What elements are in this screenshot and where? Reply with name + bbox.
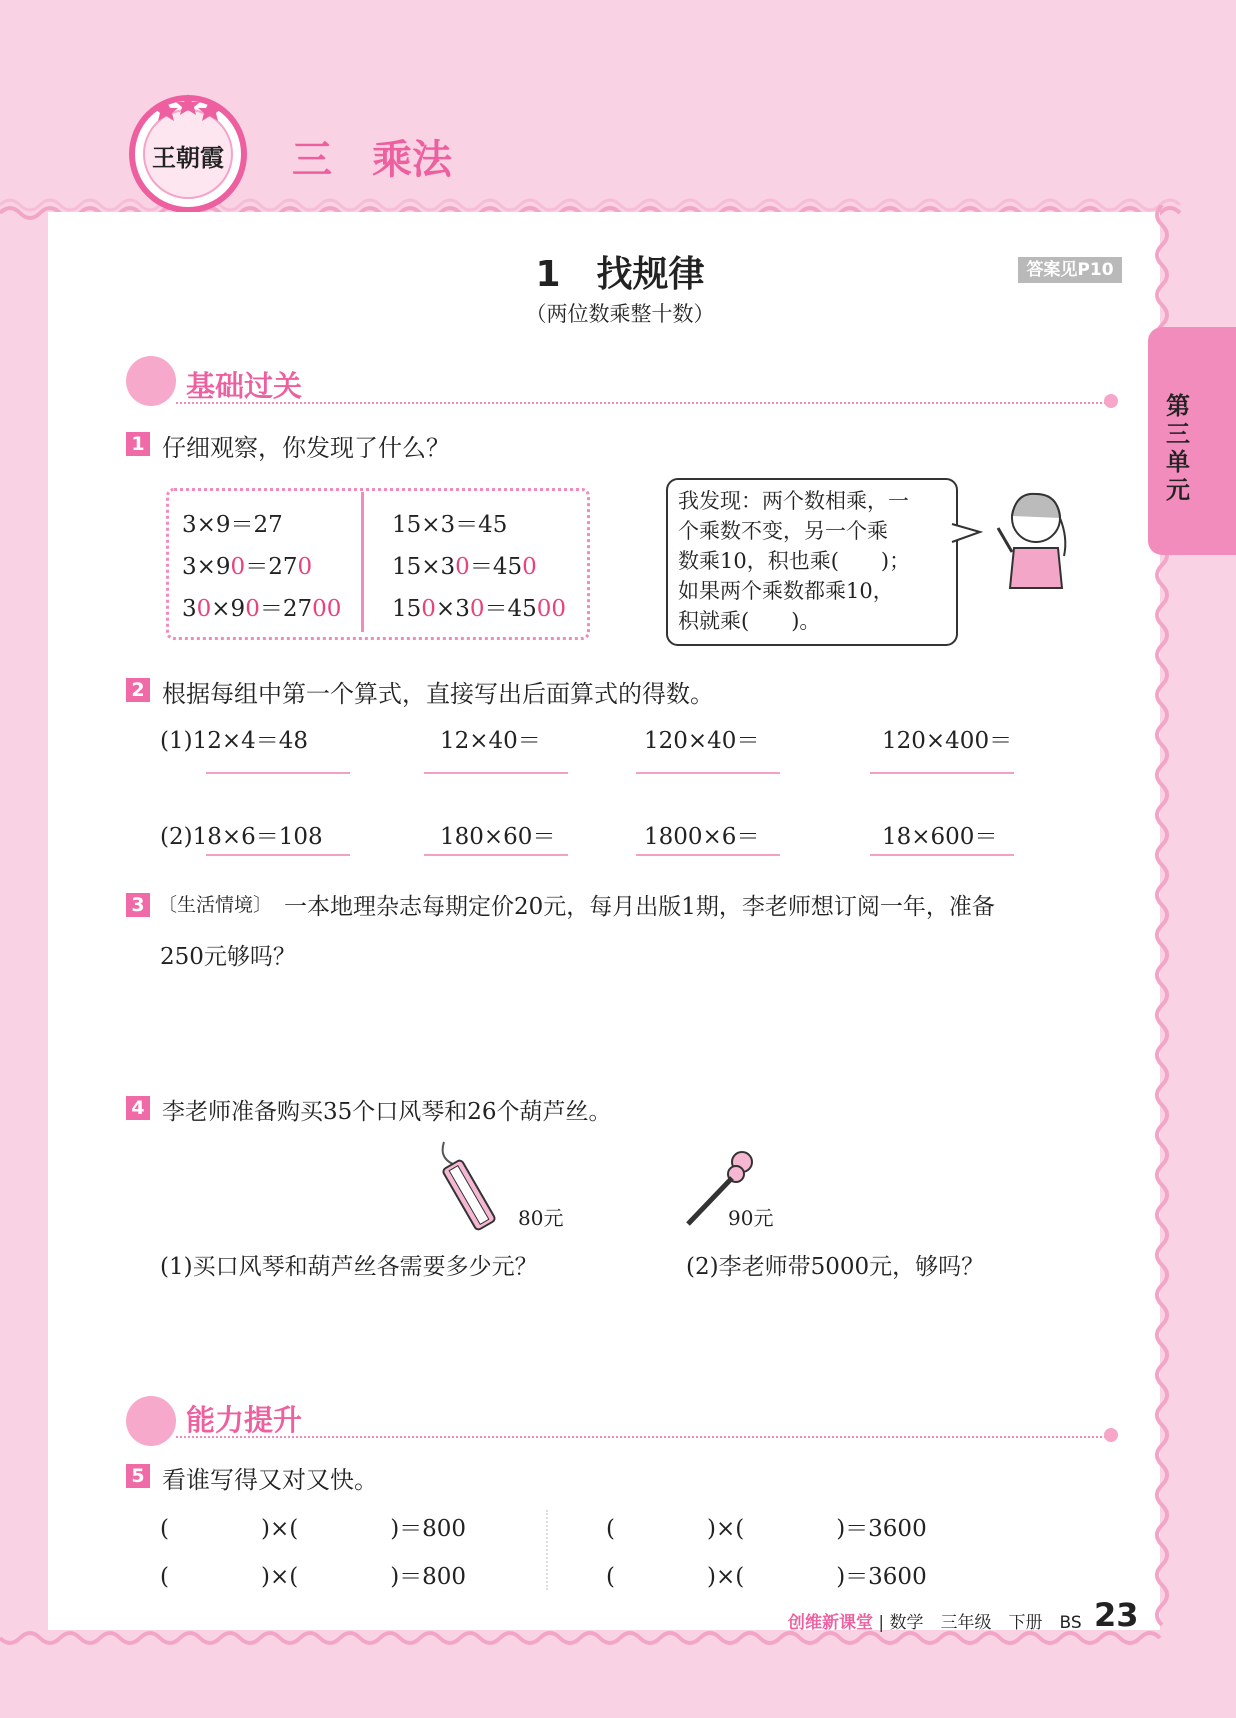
- bubble-line: 个乘数不变，另一个乘: [678, 519, 888, 543]
- footer-series: 创维新课堂: [788, 1613, 873, 1633]
- q2-problem: 120×40＝: [644, 728, 760, 754]
- melodica-price: 80元: [518, 1206, 564, 1230]
- q5-blank-equation[interactable]: ( )×( )＝3600: [606, 1516, 927, 1542]
- q3-text-line2: 250元够吗？: [160, 944, 296, 970]
- answer-line[interactable]: [870, 764, 1014, 774]
- q1-eq-1b: 3×90＝270: [182, 554, 313, 580]
- unit-title: 三 乘法: [292, 137, 452, 183]
- context-tag: 〔生活情境〕: [158, 894, 273, 916]
- divider-dot-icon: [1104, 1428, 1118, 1442]
- q2-given: (2)18×6＝108: [160, 824, 323, 850]
- answer-area[interactable]: [160, 980, 1120, 1060]
- lesson-title: 1 找规律: [535, 254, 705, 295]
- equation-box-divider: [361, 492, 364, 632]
- question-number: 5: [126, 1464, 150, 1488]
- q1-eq-1c: 30×90＝2700: [182, 596, 342, 622]
- q1-eq-2c: 150×30＝4500: [392, 596, 567, 622]
- page-number: 23: [1094, 1596, 1139, 1634]
- answer-line[interactable]: [636, 764, 780, 774]
- speech-bubble-tail-icon: [950, 520, 984, 550]
- answer-area[interactable]: [160, 1290, 640, 1380]
- bubble-line: 积就乘( )。: [678, 609, 821, 633]
- answer-line[interactable]: [636, 846, 780, 856]
- hulusi-price: 90元: [728, 1206, 774, 1230]
- q3-text-line1: 一本地理杂志每期定价20元，每月出版1期，李老师想订阅一年，准备: [284, 894, 995, 920]
- q2-problem: 12×40＝: [440, 728, 541, 754]
- q4-sub-question-2: (2)李老师带5000元，够吗？: [686, 1254, 985, 1280]
- melodica-icon: [428, 1140, 508, 1232]
- question-prompt: 李老师准备购买35个口风琴和26个葫芦丝。: [162, 1099, 612, 1125]
- section-title-advanced: 能力提升: [186, 1403, 303, 1437]
- q5-blank-equation[interactable]: ( )×( )＝800: [160, 1564, 467, 1590]
- q2-problem: 180×60＝: [440, 824, 556, 850]
- footer-volume: 下册: [1008, 1613, 1043, 1633]
- q2-problem: 1800×6＝: [644, 824, 760, 850]
- q2-given: (1)12×4＝48: [160, 728, 309, 754]
- question-number: 1: [126, 432, 150, 456]
- question-prompt: 根据每组中第一个算式，直接写出后面算式的得数。: [162, 680, 714, 708]
- section-divider: [176, 402, 1106, 404]
- q5-blank-equation[interactable]: ( )×( )＝800: [160, 1516, 467, 1542]
- girl-character-icon: [992, 488, 1072, 608]
- brand-logo: [128, 92, 248, 212]
- question-number: 3: [126, 893, 150, 917]
- answer-line[interactable]: [206, 846, 350, 856]
- q2-problem: 120×400＝: [882, 728, 1013, 754]
- q5-blank-equation[interactable]: ( )×( )＝3600: [606, 1564, 927, 1590]
- answer-ref-badge[interactable]: 答案见P10: [1018, 257, 1122, 283]
- answer-area[interactable]: [686, 1290, 1116, 1380]
- q5-column-divider: [546, 1510, 548, 1590]
- q4-sub-question-1: (1)买口风琴和葫芦丝各需要多少元？: [160, 1254, 538, 1280]
- footer-edition: BS: [1059, 1613, 1082, 1633]
- divider-dot-icon: [1104, 394, 1118, 408]
- bubble-line: 数乘10，积也乘( )；: [678, 549, 911, 573]
- speech-bubble-text: [678, 486, 948, 636]
- answer-line[interactable]: [206, 764, 350, 774]
- q1-eq-2a: 15×3＝45: [392, 512, 508, 538]
- unit-side-tab-label: 第三单元: [1166, 392, 1190, 504]
- question-prompt: 仔细观察，你发现了什么？: [162, 434, 450, 462]
- lesson-subtitle: （两位数乘整十数）: [525, 302, 715, 326]
- footer-subject: 数学: [889, 1613, 924, 1633]
- q2-problem: 18×600＝: [882, 824, 998, 850]
- bubble-line: 如果两个乘数都乘10，: [678, 579, 894, 603]
- question-prompt: 看谁写得又对又快。: [162, 1466, 378, 1494]
- q1-eq-1a: 3×9＝27: [182, 512, 283, 538]
- section-title-basic: 基础过关: [186, 369, 303, 403]
- q1-eq-2b: 15×30＝450: [392, 554, 537, 580]
- question-number: 2: [126, 678, 150, 702]
- logo-text: 王朝霞: [152, 144, 224, 172]
- answer-line[interactable]: [424, 846, 568, 856]
- section-divider: [176, 1436, 1106, 1438]
- footer-grade: 三年级: [940, 1613, 992, 1633]
- answer-line[interactable]: [870, 846, 1014, 856]
- footer-info: 创维新课堂 | 数学 三年级 下册 BS: [788, 1613, 1082, 1633]
- section-mascot-icon: [126, 1396, 176, 1446]
- answer-line[interactable]: [424, 764, 568, 774]
- section-mascot-icon: [126, 356, 176, 406]
- question-number: 4: [126, 1096, 150, 1120]
- bubble-line: 我发现：两个数相乘，一: [678, 489, 909, 513]
